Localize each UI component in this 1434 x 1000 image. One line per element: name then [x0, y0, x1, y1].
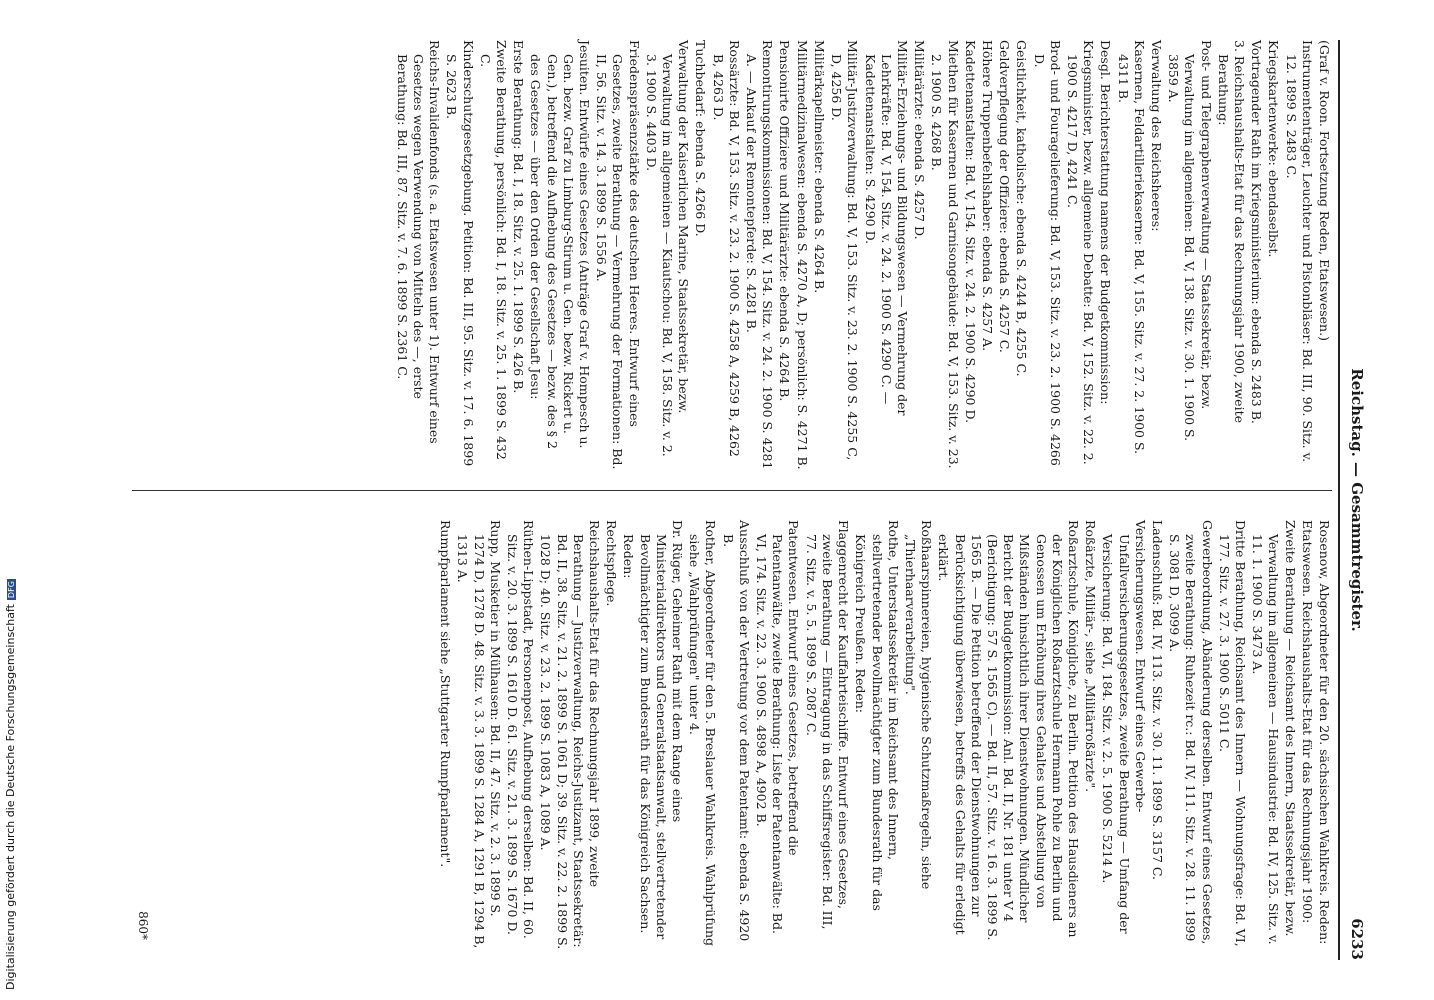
index-entry: Kadettenanstalten: Bd. V, 154. Sitz. v. 24. 2. 1900 S. 4290 D. — [962, 40, 978, 424]
index-entry: Verwaltung des Reichsheeres: — [1148, 40, 1164, 232]
index-entry: Militärkapellmeister: ebenda S. 4264 B. — [811, 40, 827, 294]
index-entry: Militär-Justizverwaltung: Bd. V, 153. Sitz. v. 23. 2. 1900 S. 4255 C, D, 4256 D. — [829, 40, 861, 461]
index-entry: Kinderschutzgesetzgebung. Petition: Bd. III, 95. Sitz. v. 17. 6. 1899 S. 2623 B. — [444, 40, 476, 467]
index-entry: Geldverpflegung der Offiziere: ebenda S. 4257 C. — [997, 40, 1013, 353]
index-entry: Militärmedizinalwesen: ebenda S. 4270 A, D; persönlich: S. 4271 B. — [794, 40, 810, 470]
index-entry: Roßarztschule, Königliche, zu Berlin. Petition des Hausdieners an der Königlichen Roßarztschule Hermann Pohle zu Berlin und Genossen um Erhöhung ihres Gehaltes und Abstellung von Mißständen hinsichtlich ihrer Dienstwohnungen. Mündlicher Bericht der Budgetkommission: Anl. Bd. II, Nr. 181 unter V 4 (Berichtigung: 57 S. 1565 C). — Bd. II, 57. Sitz. v. 16. 3. 1899 S. 1565 B. — Die Petition betreffend der Dienstwohnungen zur Berücksichtigung überwiesen, betreffs des Gehalts für erledigt erklärt. — [936, 520, 1081, 941]
index-entry: Reichs-Invalidenfonds (s. a. Etatswesen unter 1). Entwurf eines Gesetzes wegen Verwendung von Mitteln des —, erste Berathung: Bd. III, 87. Sitz. v. 7. 6. 1899 S. 2361 C. — [394, 40, 443, 444]
index-entry: Gewerbeordnung, Abänderung derselben. Entwurf eines Gesetzes, zweite Berathung: Ruhezeit rc.: Bd. IV, 111. Sitz. v. 28. 11. 1899 S. 3081 D, 3099 A. — [1167, 520, 1215, 945]
index-entry: Brod- und Fouragelieferung: Bd. V, 153. Sitz. v. 23. 2. 1900 S. 4266 D. — [1031, 40, 1063, 466]
index-entry: Rüthen-Lippstadt, Personenpost, Aufhebung derselben: Bd. II, 60. Sitz. v. 20. 3. 1899 S. 1610 D. 61. Sitz. v. 21. 3. 1899 S. 1670 D. — [505, 520, 537, 939]
index-entry: Versicherungswesen. Entwurf eines Gewerbe-Unfallversicherungsgesetzes, zweite Berathung — Umfang der Versicherung: Bd. VI, 184. Sitz. v. 2. 5. 1900 S. 5214 A. — [1100, 520, 1148, 934]
index-entry: Pensionirte Offiziere und Militärärzte: ebenda S. 4264 B. — [777, 40, 793, 402]
index-entry: Remontirungskommissionen: Bd. V, 154. Sitz. v. 24. 2. 1900 S. 4281 A. — Ankauf der Remontepferde: S. 4281 B. — [744, 40, 776, 470]
index-entry: (Graf v. Roon. Fortsetzung Reden, Etatswesen.) — [1317, 40, 1332, 341]
index-entry: Post- und Telegraphenverwaltung — Staatssekretär, bezw. Verwaltung im allgemeinen: Bd. V, 138. Sitz. v. 30. 1. 1900 S. 3859 A. — [1166, 40, 1214, 442]
index-entry: Tuchbedarf: ebenda S. 4266 D. — [693, 40, 709, 237]
index-entry: Zweite Berathung — Reichsamt des Innern, Staatssekretär, bezw. Verwaltung im allgemeinen — Hausindustrie: Bd. IV, 125. Sitz. v. 11. 1. 1900 S. 3473 A. — [1250, 520, 1298, 945]
index-entry: Verwaltung der Kaiserlichen Marine, Staatssekretär, bezw. Verwaltung im allgemeinen — Kiautschou: Bd. V, 158. Sitz. v. 2. 3. 1900 S. 4403 D. — [643, 40, 692, 457]
running-title: Reichstag. — Gesammtregister. — [1348, 368, 1366, 632]
index-entry: Kasernen, Feldartilleriekaserne: Bd. V, 155. Sitz. v. 27. 2. 1900 S. 4311 B. — [1115, 40, 1147, 455]
index-entry: Höhere Truppenbefehlshaber: ebenda S. 4257 A. — [979, 40, 995, 352]
index-entry: Kriegsminister, bezw. allgemeine Debatte: Bd. V, 152. Sitz. v. 22. 2. 1900 S. 4217 D, 4241 C. — [1064, 40, 1097, 465]
index-entry: Zweite Berathung, persönlich: Bd. I, 18. Sitz. v. 25. 1. 1899 S. 432 C. — [477, 40, 510, 460]
index-entry: Instrumententräger, Leuchter und Pistonbläser: Bd. III, 90. Sitz. v. 12. 1899 S. 2483 C. — [1283, 40, 1315, 463]
index-entry: Desgl. Berichterstattung namens der Budgetkommission: — [1098, 40, 1114, 405]
index-entry: Rechtspflege. — [604, 520, 620, 607]
credit-text — [4, 579, 17, 990]
credit-label: Digitalisierung gefördert durch die Deutsche Forschungsgemeinschaft — [4, 604, 17, 990]
index-entry: Etatswesen. Reichshaushalts-Etat für das Rechnungsjahr 1900: — [1299, 520, 1315, 924]
index-entry: Ausschluß von der Vertretung vor dem Patentamt: ebenda S. 4920 B. — [720, 520, 752, 942]
column-divider — [132, 490, 1332, 491]
index-entry: Jesuiten. Entwürfe eines Gesetzes (Anträge Graf v. Hompesch u. Gen. bezw. Graf zu Limburg-Stirum u. Gen. bezw. Rickert u. Gen.), betreffend die Aufhebung des Gesetzes — bezw. des § 2 des Gesetzes — über den Orden der Gesellschaft Jesu: — [528, 40, 593, 449]
page-number: 6233 — [1348, 918, 1366, 960]
index-entry: Rother, Abgeordneter für den 5. Breslauer Wahlkreis. Wahlprüfung siehe „Wahlprüfungen" unter 4. — [687, 520, 719, 947]
index-entry: Militär-Erziehungs- und Bildungswesen — Vermehrung der Lehrkräfte: Bd. V, 154. Sitz. v. 24. 2. 1900 S. 4290 C. — Kadettenanstalten: S. 4290 D. — [862, 40, 910, 416]
index-entry: Roßärzte, Militär-, siehe „Militärroßärzte". — [1083, 520, 1099, 793]
index-entry: Militärärzte: ebenda S. 4257 D. — [912, 40, 928, 240]
index-entry: Dr. Rüger, Geheimer Rath mit dem Range eines Ministerialdirektors und Generalstaatsanwalt, stellvertretender Bevollmächtigter zum Bundesrath für das Königreich Sachsen. Reden: — [621, 520, 686, 940]
digitization-credit — [4, 0, 24, 1000]
header-rule — [1338, 40, 1340, 960]
index-entry: Ladenschluß: Bd. IV, 113. Sitz. v. 30. 11. 1899 S. 3157 C. — [1149, 520, 1165, 880]
index-entry: Miethen für Kasernen und Garnisongebäude: Bd. V, 153. Sitz. v. 23. 2. 1900 S. 4268 B. — [929, 40, 961, 469]
index-entry: Friedenspräsenzstärke des deutschen Heeres. Entwurf eines Gesetzes, zweite Berathung — Vermehrung der Formationen: Bd. II, 56. Sitz. v. 14. 3. 1899 S. 1556 A. — [594, 40, 642, 470]
index-entry: Rumpfparlament siehe „Stuttgarter Rumpfparlament". — [438, 520, 454, 868]
index-entry: Flaggenrecht der Kauffahrteischiffe. Entwurf eines Gesetzes, zweite Berathung — Eintragung in das Schiffsregister: Bd. III, 77. Sitz. v. 5. 5. 1899 S. 2087 C. — [803, 520, 852, 930]
index-entry: Patentwesen. Entwurf eines Gesetzes, betreffend die Patentanwälte, zweite Berathung: Liste der Patentanwälte: Bd. VI, 174. Sitz. v. 22. 3. 1900 S. 4898 A, 4902 B. — [754, 520, 802, 934]
index-entry: Erste Berathung: Bd. I, 18. Sitz. v. 25. 1. 1899 S. 426 B. — [511, 40, 527, 394]
index-entry: Vortragender Rath im Kriegsministerium: ebenda S. 2483 B. — [1249, 40, 1265, 424]
index-entry: Rupp, Musketier in Mülhausen: Bd. II, 47. Sitz. v. 2. 3. 1899 S. 1274 D, 1278 D. 48. Sitz. v. 3. 3. 1899 S. 1284 A, 1291 B, 1294 B, 1313 A. — [455, 520, 503, 949]
index-entry: Rothe, Unterstaatssekretär im Reichsamt des Innern, stellvertretender Bevollmächtigter zum Bundesrath für das Königreich Preußen. Reden: — [853, 520, 901, 911]
index-entry: Reichshaushalts-Etat für das Rechnungsjahr 1899, zweite Berathung — Justizverwaltung, Reichs-Justizamt, Staatssekretär: Bd. II, 38. Sitz. v. 21. 2. 1899 S. 1061 D; 39. Sitz. v. 22. 2. 1899 S. 1028 D; 40. Sitz. v. 23. 2. 1899 S. 1083 A, 1089 A. — [538, 520, 603, 950]
index-entry: Rosenow, Abgeordneter für den 20. sächsischen Wahlkreis. Reden: — [1317, 520, 1332, 945]
right-column — [436, 520, 1332, 950]
page-header — [1340, 40, 1366, 960]
left-column — [393, 40, 1332, 470]
index-entry: Kriegskartenwerke: ebendaselbst. — [1266, 40, 1282, 258]
dfg-logo: DFG — [7, 581, 16, 599]
index-entry: Dritte Berathung, Reichsamt des Innern — Wohnungsfrage: Bd. VI, 177. Sitz. v. 27. 3. 1900 S. 5011 C. — [1216, 520, 1248, 947]
index-entry: Geistlichkeit, katholische: ebenda S. 4244 B, 4255 C. — [1014, 40, 1030, 377]
index-entry: 3. Reichshaushalts-Etat für das Rechnungsjahr 1900, zweite Berathung: — [1215, 40, 1247, 423]
signature-mark: 860* — [136, 911, 150, 940]
index-entry: Roßhaarspinnereien, hygienische Schutzmaßregeln, siehe „Thierhaarverarbeitung". — [902, 520, 935, 890]
scanned-page — [60, 0, 1380, 1000]
index-entry: Rossärzte: Bd. V, 153. Sitz. v. 23. 2. 1900 S. 4258 A, 4259 B, 4262 B, 4263 D. — [710, 40, 742, 457]
